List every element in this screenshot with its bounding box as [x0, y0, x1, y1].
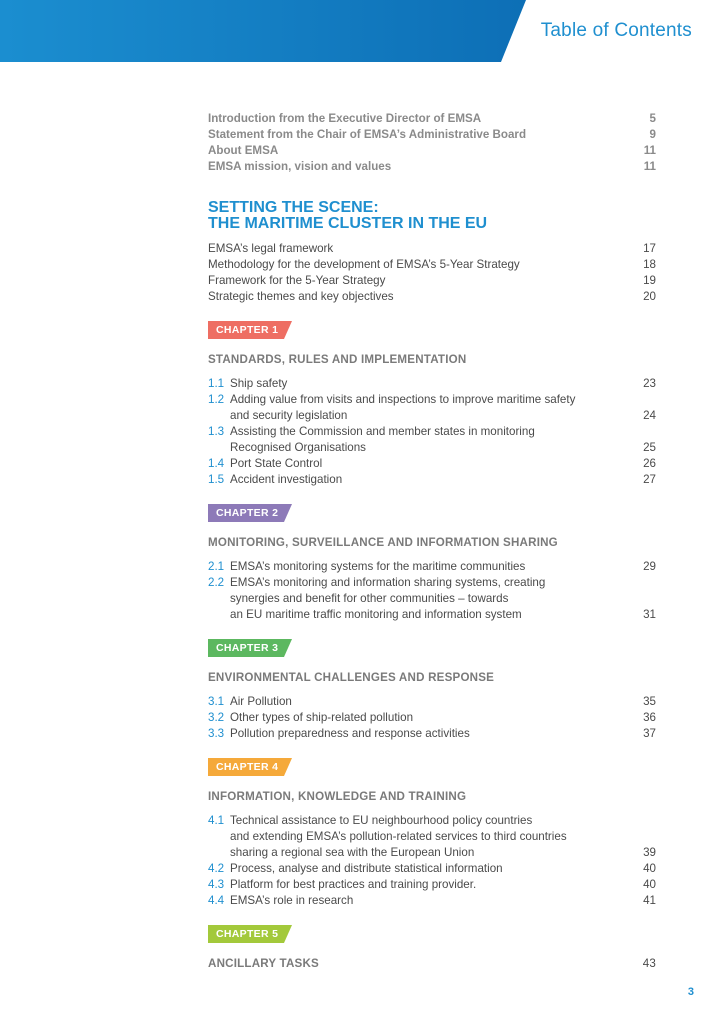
toc-entry-page: 40 [643, 862, 656, 875]
chapter-tag-label: CHAPTER 2 [216, 507, 279, 519]
toc-entry-title: About EMSA [208, 144, 279, 157]
toc-entry-page: 39 [643, 846, 656, 859]
toc-entry-title: Methodology for the development of EMSA’s 5-Year Strategy [208, 258, 520, 271]
toc-entry-page: 40 [643, 878, 656, 891]
toc-entry-continuation[interactable] [208, 845, 656, 861]
toc-entry[interactable] [208, 241, 656, 257]
toc-entry-number: 3.3 [208, 727, 225, 740]
chapter-tag-label: CHAPTER 4 [216, 761, 279, 773]
toc-entry-page: 18 [643, 258, 656, 271]
toc-entry[interactable] [208, 456, 656, 472]
toc-entry-number: 1.2 [208, 393, 225, 406]
toc-entry-title: EMSA mission, vision and values [208, 160, 392, 173]
toc-entry-title [208, 472, 624, 488]
toc-entry-title: Framework for the 5-Year Strategy [208, 274, 386, 287]
toc-entry-text: EMSA’s role in research [230, 894, 354, 907]
toc-entry-text: Recognised Organisations [230, 441, 366, 454]
toc-entry-continuation[interactable] [208, 829, 656, 845]
toc-entry-page: 26 [643, 457, 656, 470]
toc-entry-title [208, 559, 624, 575]
toc-entry-number: 2.2 [208, 576, 225, 589]
chapter-tag-label: CHAPTER 3 [216, 642, 279, 654]
toc-entry-continuation[interactable] [208, 591, 656, 607]
toc-entry-text: EMSA’s monitoring systems for the maritime communities [230, 560, 526, 573]
toc-entry-page: 19 [643, 274, 656, 287]
toc-entry[interactable] [208, 861, 656, 877]
toc-entry[interactable] [208, 694, 656, 710]
toc-entry-continuation[interactable] [208, 440, 656, 456]
chapter-tag [208, 321, 292, 339]
toc-entry[interactable] [208, 289, 656, 305]
toc-entry-text: Accident investigation [230, 473, 343, 486]
toc-entry[interactable] [208, 111, 656, 127]
toc-entry-title [208, 424, 624, 440]
toc-entry-title: EMSA’s legal framework [208, 242, 334, 255]
toc-entry-continuation[interactable] [208, 408, 656, 424]
toc-entry-text: Process, analyse and distribute statistical information [230, 862, 503, 875]
toc-entry-text: synergies and benefit for other communities – towards [230, 592, 509, 605]
toc-entry-page: 43 [642, 957, 656, 970]
section-title-line: THE MARITIME CLUSTER IN THE EU [208, 215, 488, 232]
toc-entry-text: EMSA’s monitoring and information sharing systems, creating [230, 576, 546, 589]
toc-entry[interactable] [208, 813, 656, 829]
toc-entry-text: Adding value from visits and inspections to improve maritime safety [230, 393, 576, 406]
toc-entry-number: 4.1 [208, 814, 225, 827]
toc-entry-title [208, 456, 624, 472]
toc-entry-page: 20 [643, 290, 656, 303]
toc-entry-title [208, 392, 624, 408]
section-title-line: SETTING THE SCENE: [208, 199, 379, 216]
section-title [208, 200, 656, 232]
toc-entry-continuation[interactable] [208, 607, 656, 623]
chapter-tag-label: CHAPTER 5 [216, 928, 279, 940]
toc-entry-number: 1.1 [208, 377, 225, 390]
toc-entry-title [208, 861, 624, 877]
toc-entry-title [208, 607, 624, 623]
toc-entry-number: 2.1 [208, 560, 225, 573]
toc-entry-page: 5 [649, 112, 656, 125]
toc-entry-title [208, 877, 624, 893]
toc-entry[interactable] [208, 893, 656, 909]
toc-entry-text: Technical assistance to EU neighbourhood policy countries [230, 814, 533, 827]
chapter-title: STANDARDS, RULES AND IMPLEMENTATION [208, 353, 467, 366]
toc-entry-text: Ship safety [230, 377, 288, 390]
toc-entry[interactable] [208, 424, 656, 440]
chapter-tag [208, 639, 292, 657]
toc-entry-page: 31 [643, 608, 656, 621]
chapter-tag [208, 925, 292, 943]
toc-entry-title [208, 440, 624, 456]
toc-entry[interactable] [208, 376, 656, 392]
toc-entry-text: Air Pollution [230, 695, 292, 708]
toc-entry-title [208, 408, 624, 424]
toc-entry-page: 23 [643, 377, 656, 390]
toc-entry-title [208, 726, 624, 742]
toc-entry[interactable] [208, 257, 656, 273]
chapter-title-text: ANCILLARY TASKS [208, 957, 319, 970]
toc-entry-page: 25 [643, 441, 656, 454]
toc-entry-title: Statement from the Chair of EMSA’s Administrative Board [208, 128, 527, 141]
toc-entry-page: 41 [643, 894, 656, 907]
toc-entry-text: Pollution preparedness and response activities [230, 727, 470, 740]
toc-entry-page: 17 [643, 242, 656, 255]
chapter-tag [208, 504, 292, 522]
toc-entry-page: 11 [643, 160, 656, 173]
chapter-tag [208, 758, 292, 776]
toc-entry-number: 1.4 [208, 457, 225, 470]
toc-entry-title [208, 710, 624, 726]
toc-entry[interactable] [208, 710, 656, 726]
toc-entry-title: Introduction from the Executive Director of EMSA [208, 112, 482, 125]
toc-entry[interactable] [208, 143, 656, 159]
toc-entry-text: Port State Control [230, 457, 323, 470]
toc-entry-page: 11 [643, 144, 656, 157]
chapter-tag-label: CHAPTER 1 [216, 324, 279, 336]
toc-entry-text: Other types of ship-related pollution [230, 711, 414, 724]
chapter-title: ENVIRONMENTAL CHALLENGES AND RESPONSE [208, 671, 495, 684]
toc-entry-text: and extending EMSA’s pollution-related services to third countries [230, 830, 567, 843]
toc-entry-number: 4.4 [208, 894, 225, 907]
toc-entry-title [208, 376, 624, 392]
toc-entry[interactable] [208, 127, 656, 143]
toc-entry[interactable] [208, 159, 656, 175]
chapter-title[interactable] [208, 956, 656, 972]
toc-entry-text: sharing a regional sea with the European Union [230, 846, 475, 859]
toc-entry-text: Platform for best practices and training provider. [230, 878, 477, 891]
toc-entry[interactable] [208, 726, 656, 742]
toc-entry-number: 1.3 [208, 425, 225, 438]
toc-entry-text: an EU maritime traffic monitoring and information system [230, 608, 522, 621]
table-of-contents [208, 111, 656, 972]
toc-entry-text: and security legislation [230, 409, 348, 422]
toc-entry-number: 4.2 [208, 862, 225, 875]
toc-entry-title: Strategic themes and key objectives [208, 290, 394, 303]
toc-entry[interactable] [208, 273, 656, 289]
toc-entry[interactable] [208, 877, 656, 893]
toc-entry-title [208, 694, 624, 710]
toc-entry-page: 24 [643, 409, 656, 422]
toc-entry[interactable] [208, 392, 656, 408]
toc-entry-page: 35 [643, 695, 656, 708]
toc-entry-number: 3.2 [208, 711, 225, 724]
toc-entry-page: 36 [643, 711, 656, 724]
toc-entry-page: 27 [643, 473, 656, 486]
chapter-title: INFORMATION, KNOWLEDGE AND TRAINING [208, 790, 467, 803]
toc-entry-title [208, 893, 624, 909]
page-number: 3 [687, 986, 694, 998]
toc-entry-number: 3.1 [208, 695, 225, 708]
toc-entry-number: 1.5 [208, 473, 225, 486]
toc-entry-title [208, 813, 624, 829]
toc-entry-text: Assisting the Commission and member states in monitoring [230, 425, 535, 438]
page-heading: Table of Contents [540, 20, 692, 41]
toc-entry[interactable] [208, 472, 656, 488]
toc-entry-title [208, 829, 624, 845]
toc-entry-title [208, 575, 624, 591]
chapter-title: MONITORING, SURVEILLANCE AND INFORMATION SHARING [208, 536, 558, 549]
toc-entry-number: 4.3 [208, 878, 225, 891]
toc-entry[interactable] [208, 575, 656, 591]
toc-entry-title [208, 591, 624, 607]
toc-entry-page: 29 [643, 560, 656, 573]
toc-entry-page: 37 [643, 727, 656, 740]
toc-entry-page: 9 [649, 128, 656, 141]
toc-entry-title [208, 845, 624, 861]
toc-entry[interactable] [208, 559, 656, 575]
